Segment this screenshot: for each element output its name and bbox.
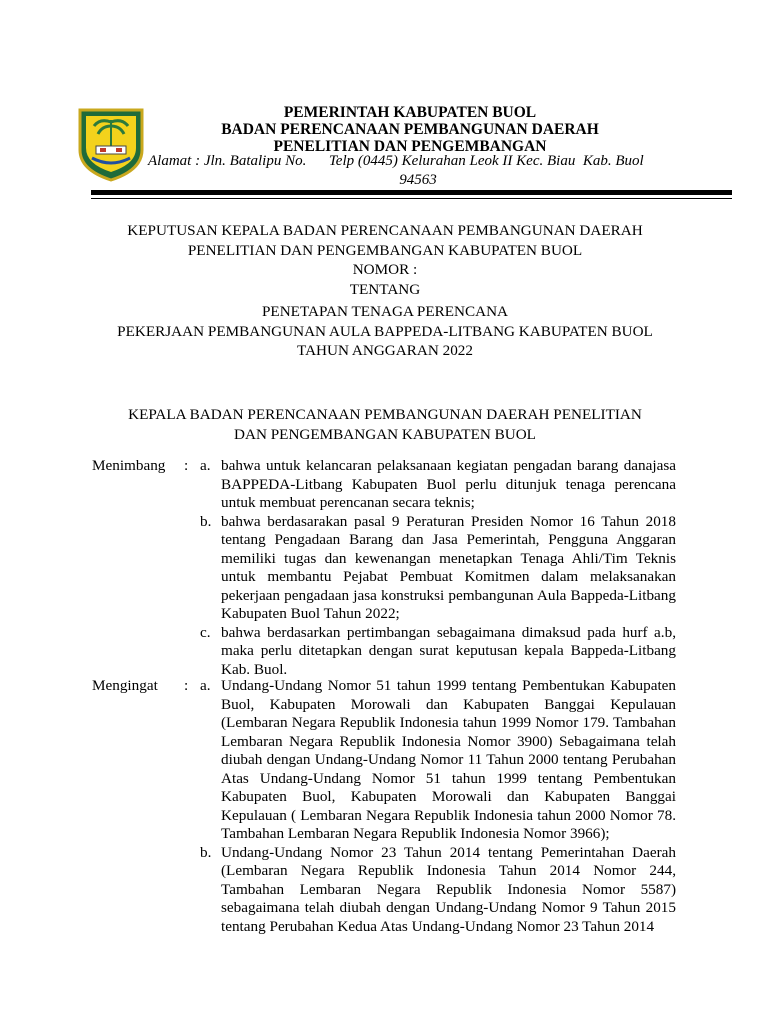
letterhead-division: PENELITIAN DAN PENGEMBANGAN xyxy=(273,138,547,155)
buol-regency-emblem-icon xyxy=(76,106,146,182)
decree-subject-line: TAHUN ANGGARAN 2022 xyxy=(297,342,473,359)
letterhead-address xyxy=(148,152,678,190)
item-letter: a. xyxy=(200,457,211,474)
address-postal-code: 94563 xyxy=(399,172,437,188)
item-text: Undang-Undang Nomor 23 Tahun 2014 tentang Pemerintahan Daerah (Lembaran Negara Republik Indonesia Tahun 2014 Nomor 244, Tambahan Lembaran Negara Republik Indonesia Nomor 5587) sebagaimana telah diubah dengan Undang-Undang Nomor 9 Tahun 2015 tentang Perubahan Kedua Atas Undang-Undang Nomor 23 Tahun 2014 xyxy=(221,843,676,935)
decree-subject xyxy=(90,302,680,361)
decree-title xyxy=(90,221,680,299)
address-line: Alamat : Jln. Batalipu No. Telp (0445) Kelurahan Leok II Kec. Biau Kab. Buol xyxy=(148,153,644,169)
mengingat-items xyxy=(200,677,676,936)
decree-subject-line: PEKERJAAN PEMBANGUNAN AULA BAPPEDA-LITBANG KABUPATEN BUOL xyxy=(117,322,653,340)
item-letter: c. xyxy=(200,623,211,641)
item-text: Undang-Undang Nomor 51 tahun 1999 tentang Pembentukan Kabupaten Buol, Kabupaten Morowali dan Kabupaten Banggai Kepulauan (Lembaran Negara Republik Indonesia tahun 1999 Nomor 179. Tambahan Lembaran Negara Republik Indonesia Nomor 3900) Sebagaimana telah diubah dengan Undang-Undang Nomor 11 Tahun 2000 tentang Perubahan Atas Undang-Undang Nomor 51 tahun 1999 tentang Pembentukan Kabupaten Buol, Kabupaten Morowali dan Kabupaten Banggai Kepulauan ( Lembaran Negara Republik Indonesia tahun 2000 Nomor 78. Tambahan Lembaran Negara Republik Indonesia Nomor 3966); xyxy=(221,677,676,842)
menimbang-item xyxy=(200,513,676,624)
item-text: bahwa untuk kelancaran pelaksanaan kegiatan pengadan barang danajasa BAPPEDA-Litbang Kabupaten Buol perlu ditunjuk tenaga perencana untuk membuat perencanan secara teknis; xyxy=(221,457,676,511)
decree-about: TENTANG xyxy=(349,280,421,298)
letterhead-title xyxy=(150,104,670,155)
item-letter: b. xyxy=(200,843,212,861)
menimbang-label: Menimbang xyxy=(92,457,166,474)
item-text: bahwa berdasarakan pasal 9 Peraturan Presiden Nomor 16 Tahun 2018 tentang Pengadaan Barang dan Jasa Pemerintah, Pengguna Anggaran memiliki tugas dan kewenangan menetapkan Tenaga Ahli/Tim Teknis untuk membantu Pejabat Pembuat Komitmen dalam melaksanakan pekerjaan pengadaan jasa konstruksi pembangunan Aula Bappeda-Litbang Kabupaten Buol Tahun 2022; xyxy=(221,512,676,622)
menimbang-item xyxy=(200,624,676,680)
item-letter: a. xyxy=(200,677,211,694)
decree-issuer-line: DAN PENGEMBANGAN KABUPATEN BUOL xyxy=(234,425,536,443)
letterhead-government: PEMERINTAH KABUPATEN BUOL xyxy=(283,104,537,121)
mengingat-colon: : xyxy=(184,677,189,694)
decree-title-line: PENELITIAN DAN PENGEMBANGAN KABUPATEN BUOL xyxy=(187,241,583,259)
mengingat-label: Mengingat xyxy=(92,677,158,694)
mengingat-item xyxy=(200,677,676,844)
menimbang-colon: : xyxy=(184,457,189,474)
menimbang-items xyxy=(200,457,676,679)
letterhead-agency: BADAN PERENCANAAN PEMBANGUNAN DAERAH xyxy=(221,121,599,138)
item-letter: b. xyxy=(200,512,212,530)
decree-title-line: KEPUTUSAN KEPALA BADAN PERENCANAAN PEMBANGUNAN DAERAH xyxy=(127,222,643,239)
mengingat-item xyxy=(200,844,676,937)
decree-issuer xyxy=(90,405,680,444)
decree-subject-line: PENETAPAN TENAGA PERENCANA xyxy=(261,303,509,320)
decree-number: NOMOR : xyxy=(352,261,418,278)
menimbang-item xyxy=(200,457,676,513)
item-text: bahwa berdasarkan pertimbangan sebagaimana dimaksud pada hurf a.b, maka perlu ditetapkan dengan surat keputusan kepala Bappeda-Litbang Kab. Buol. xyxy=(221,623,676,678)
letterhead-divider-thin xyxy=(91,198,732,199)
letterhead-divider-thick xyxy=(91,190,732,195)
decree-issuer-line: KEPALA BADAN PERENCANAAN PEMBANGUNAN DAERAH PENELITIAN xyxy=(128,406,642,423)
